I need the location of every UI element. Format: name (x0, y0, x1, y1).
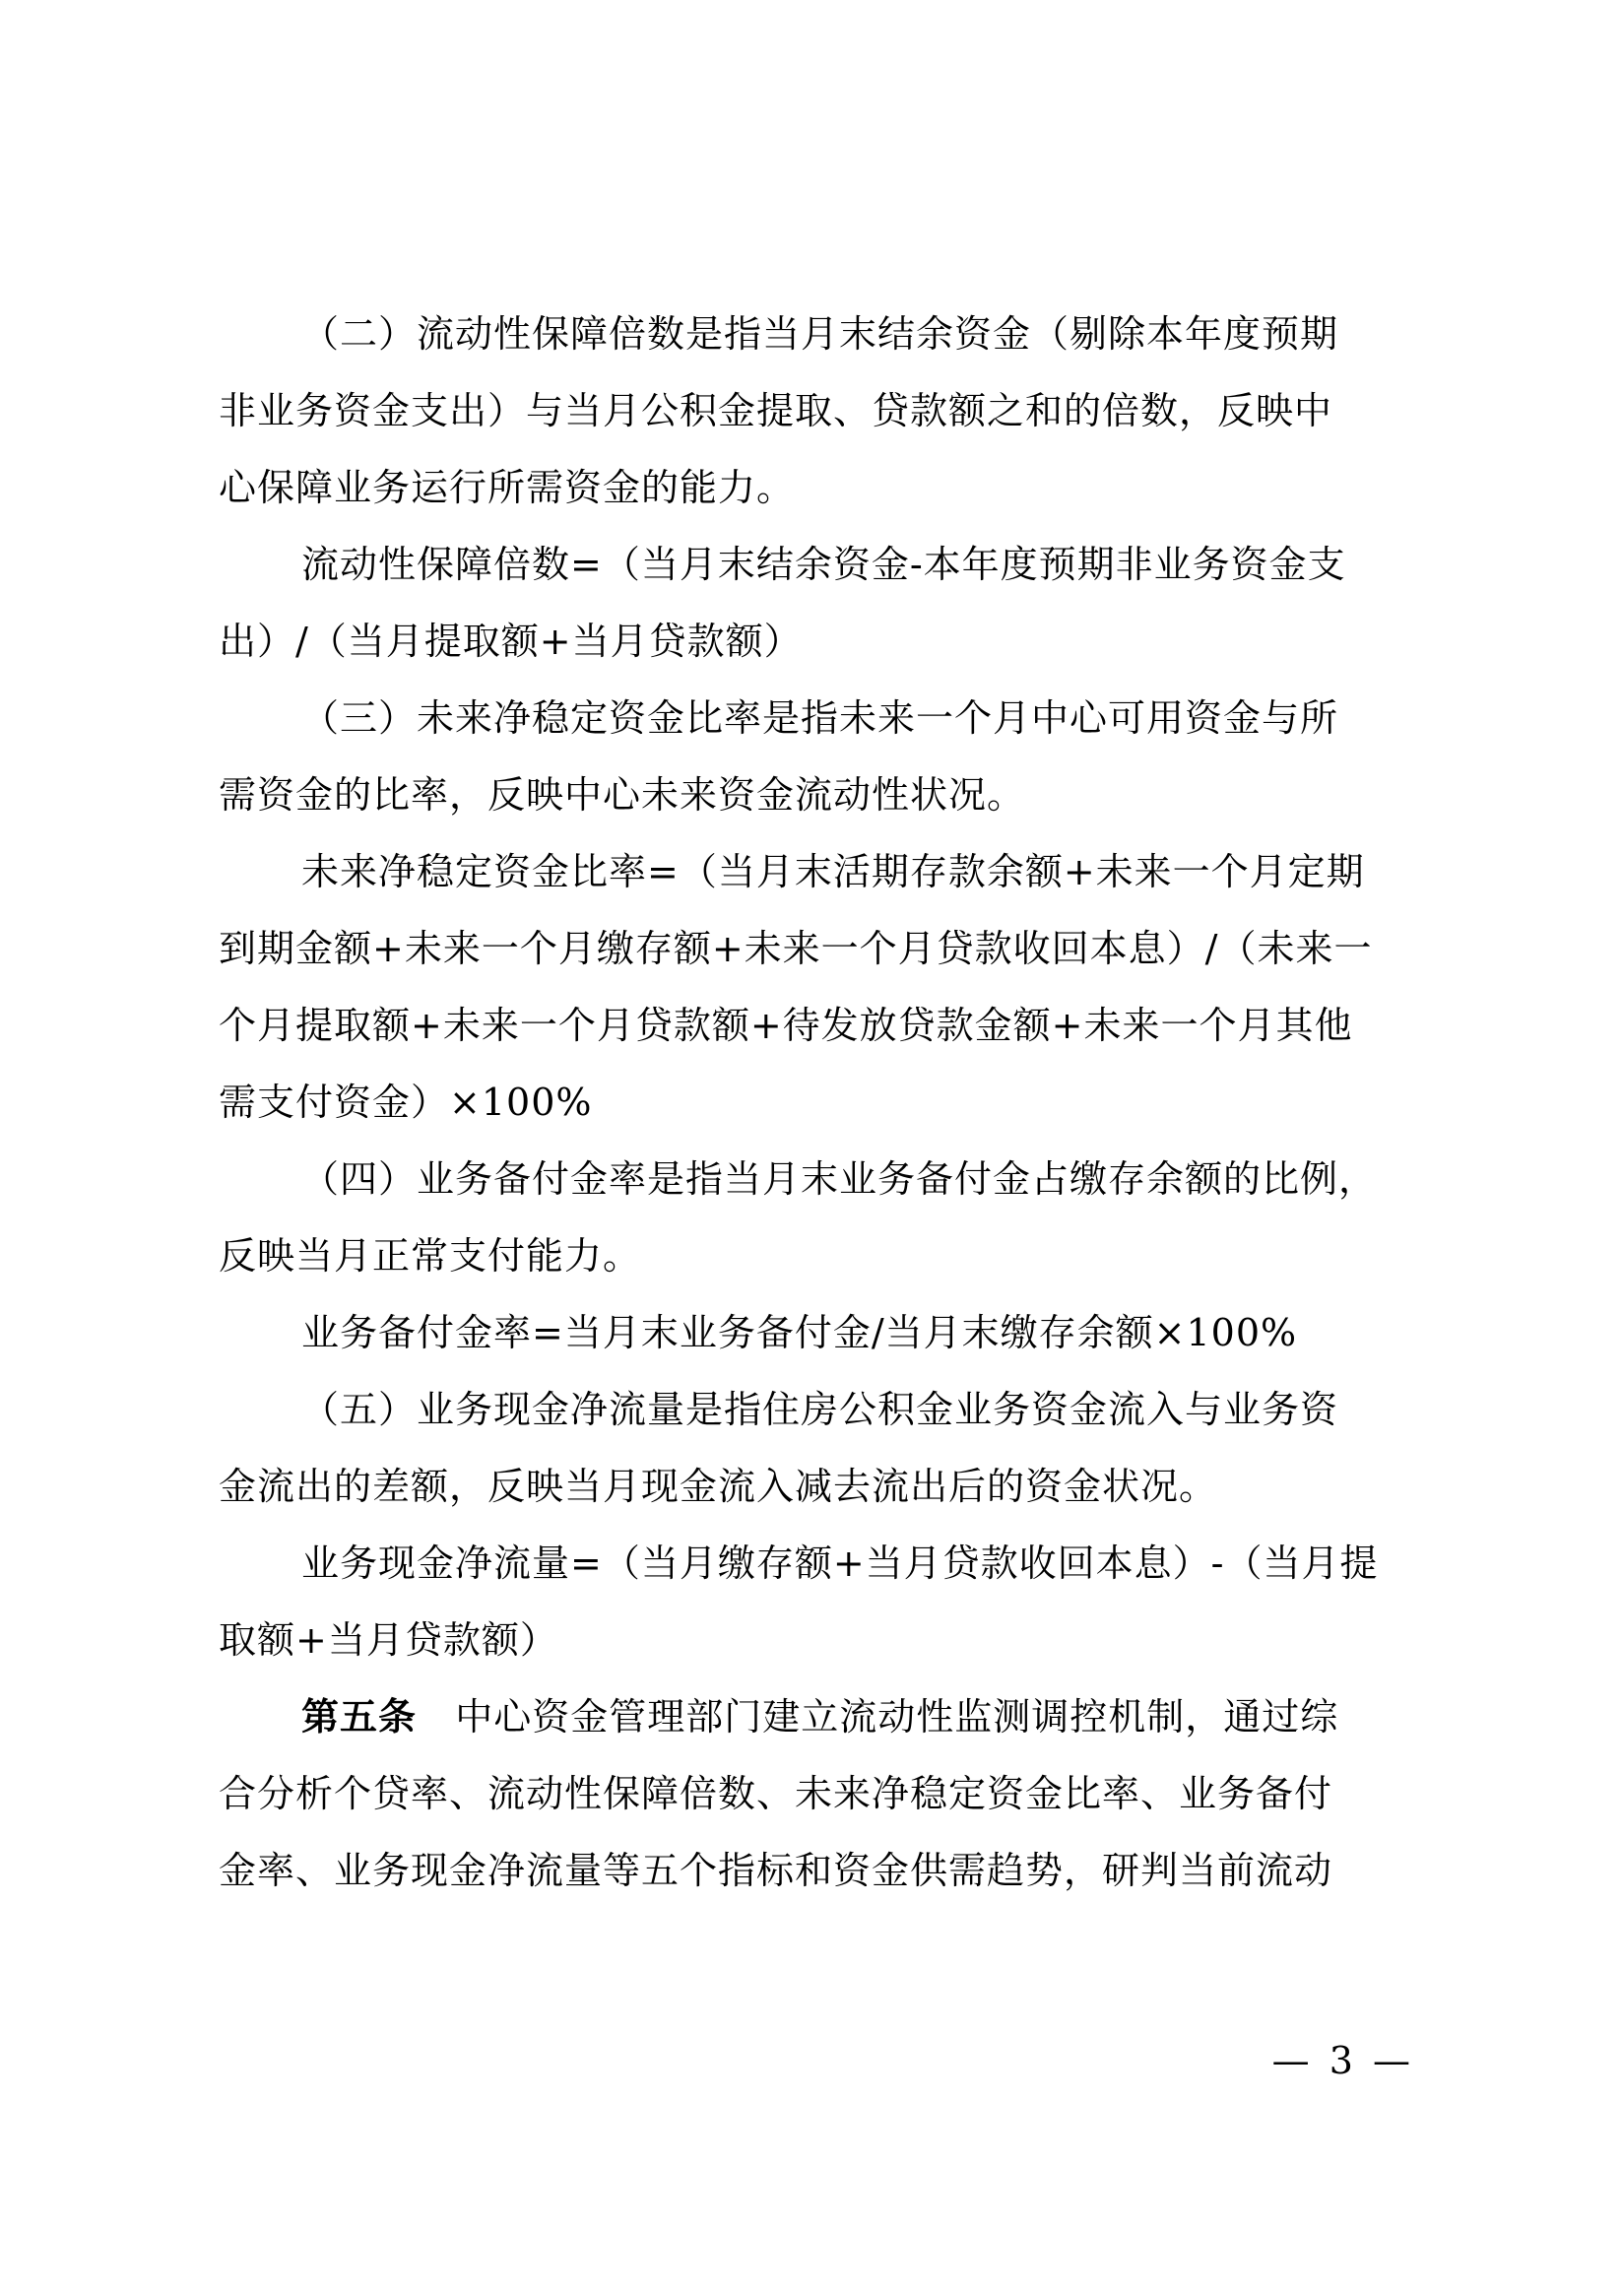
paragraph-liquidity-multiple-definition (219, 295, 1418, 526)
text-line: （三）未来净稳定资金比率是指未来一个月中心可用资金与所 (301, 696, 1339, 740)
text-line: 金率、业务现金净流量等五个指标和资金供需趋势，研判当前流动 (219, 1849, 1333, 1892)
paragraph-net-cash-flow-formula (219, 1525, 1418, 1678)
text-line: （四）业务备付金率是指当月末业务备付金占缴存余额的比例， (301, 1157, 1378, 1201)
text-line: （二）流动性保障倍数是指当月末结余资金（剔除本年度预期 (301, 312, 1339, 356)
text-line: 心保障业务运行所需资金的能力。 (219, 466, 796, 509)
paragraph-reserve-ratio-definition (219, 1141, 1418, 1294)
article-first-line: 中心资金管理部门建立流动性监测调控机制，通过综 (455, 1695, 1339, 1738)
text-line: 反映当月正常支付能力。 (219, 1234, 642, 1278)
text-line: 出）/（当月提取额+当月贷款额） (219, 620, 803, 663)
article-label: 第五条 (301, 1695, 418, 1738)
text-line: 未来净稳定资金比率=（当月末活期存款余额+未来一个月定期 (301, 850, 1365, 893)
paragraph-net-stable-funding-formula (219, 833, 1418, 1141)
text-line: 取额+当月贷款额） (219, 1618, 558, 1662)
text-line: 金流出的差额，反映当月现金流入减去流出后的资金状况。 (219, 1465, 1218, 1508)
page-number: — 3 — (1271, 2039, 1414, 2082)
text-line: 需资金的比率，反映中心未来资金流动性状况。 (219, 773, 1026, 817)
text-line: 非业务资金支出）与当月公积金提取、贷款额之和的倍数，反映中 (219, 389, 1333, 432)
text-line: 到期金额+未来一个月缴存额+未来一个月贷款收回本息）/（未来一 (219, 927, 1373, 970)
text-line: 合分析个贷率、流动性保障倍数、未来净稳定资金比率、业务备付 (219, 1772, 1333, 1815)
document-body (219, 295, 1418, 1909)
text-line: 业务现金净流量=（当月缴存额+当月贷款收回本息）-（当月提 (301, 1542, 1379, 1585)
text-line: 流动性保障倍数=（当月末结余资金-本年度预期非业务资金支 (301, 543, 1346, 586)
text-line: 业务备付金率=当月末业务备付金/当月末缴存余额×100% (301, 1311, 1298, 1354)
paragraph-net-stable-funding-definition (219, 680, 1418, 833)
paragraph-reserve-ratio-formula (219, 1294, 1418, 1371)
paragraph-net-cash-flow-definition (219, 1371, 1418, 1525)
text-line: 需支付资金）×100% (219, 1081, 593, 1124)
paragraph-article-five (219, 1678, 1418, 1909)
text-line: （五）业务现金净流量是指住房公积金业务资金流入与业务资 (301, 1388, 1339, 1431)
text-line (219, 1678, 1418, 1755)
paragraph-liquidity-multiple-formula (219, 526, 1418, 680)
text-line: 个月提取额+未来一个月贷款额+待发放贷款金额+未来一个月其他 (219, 1004, 1353, 1047)
